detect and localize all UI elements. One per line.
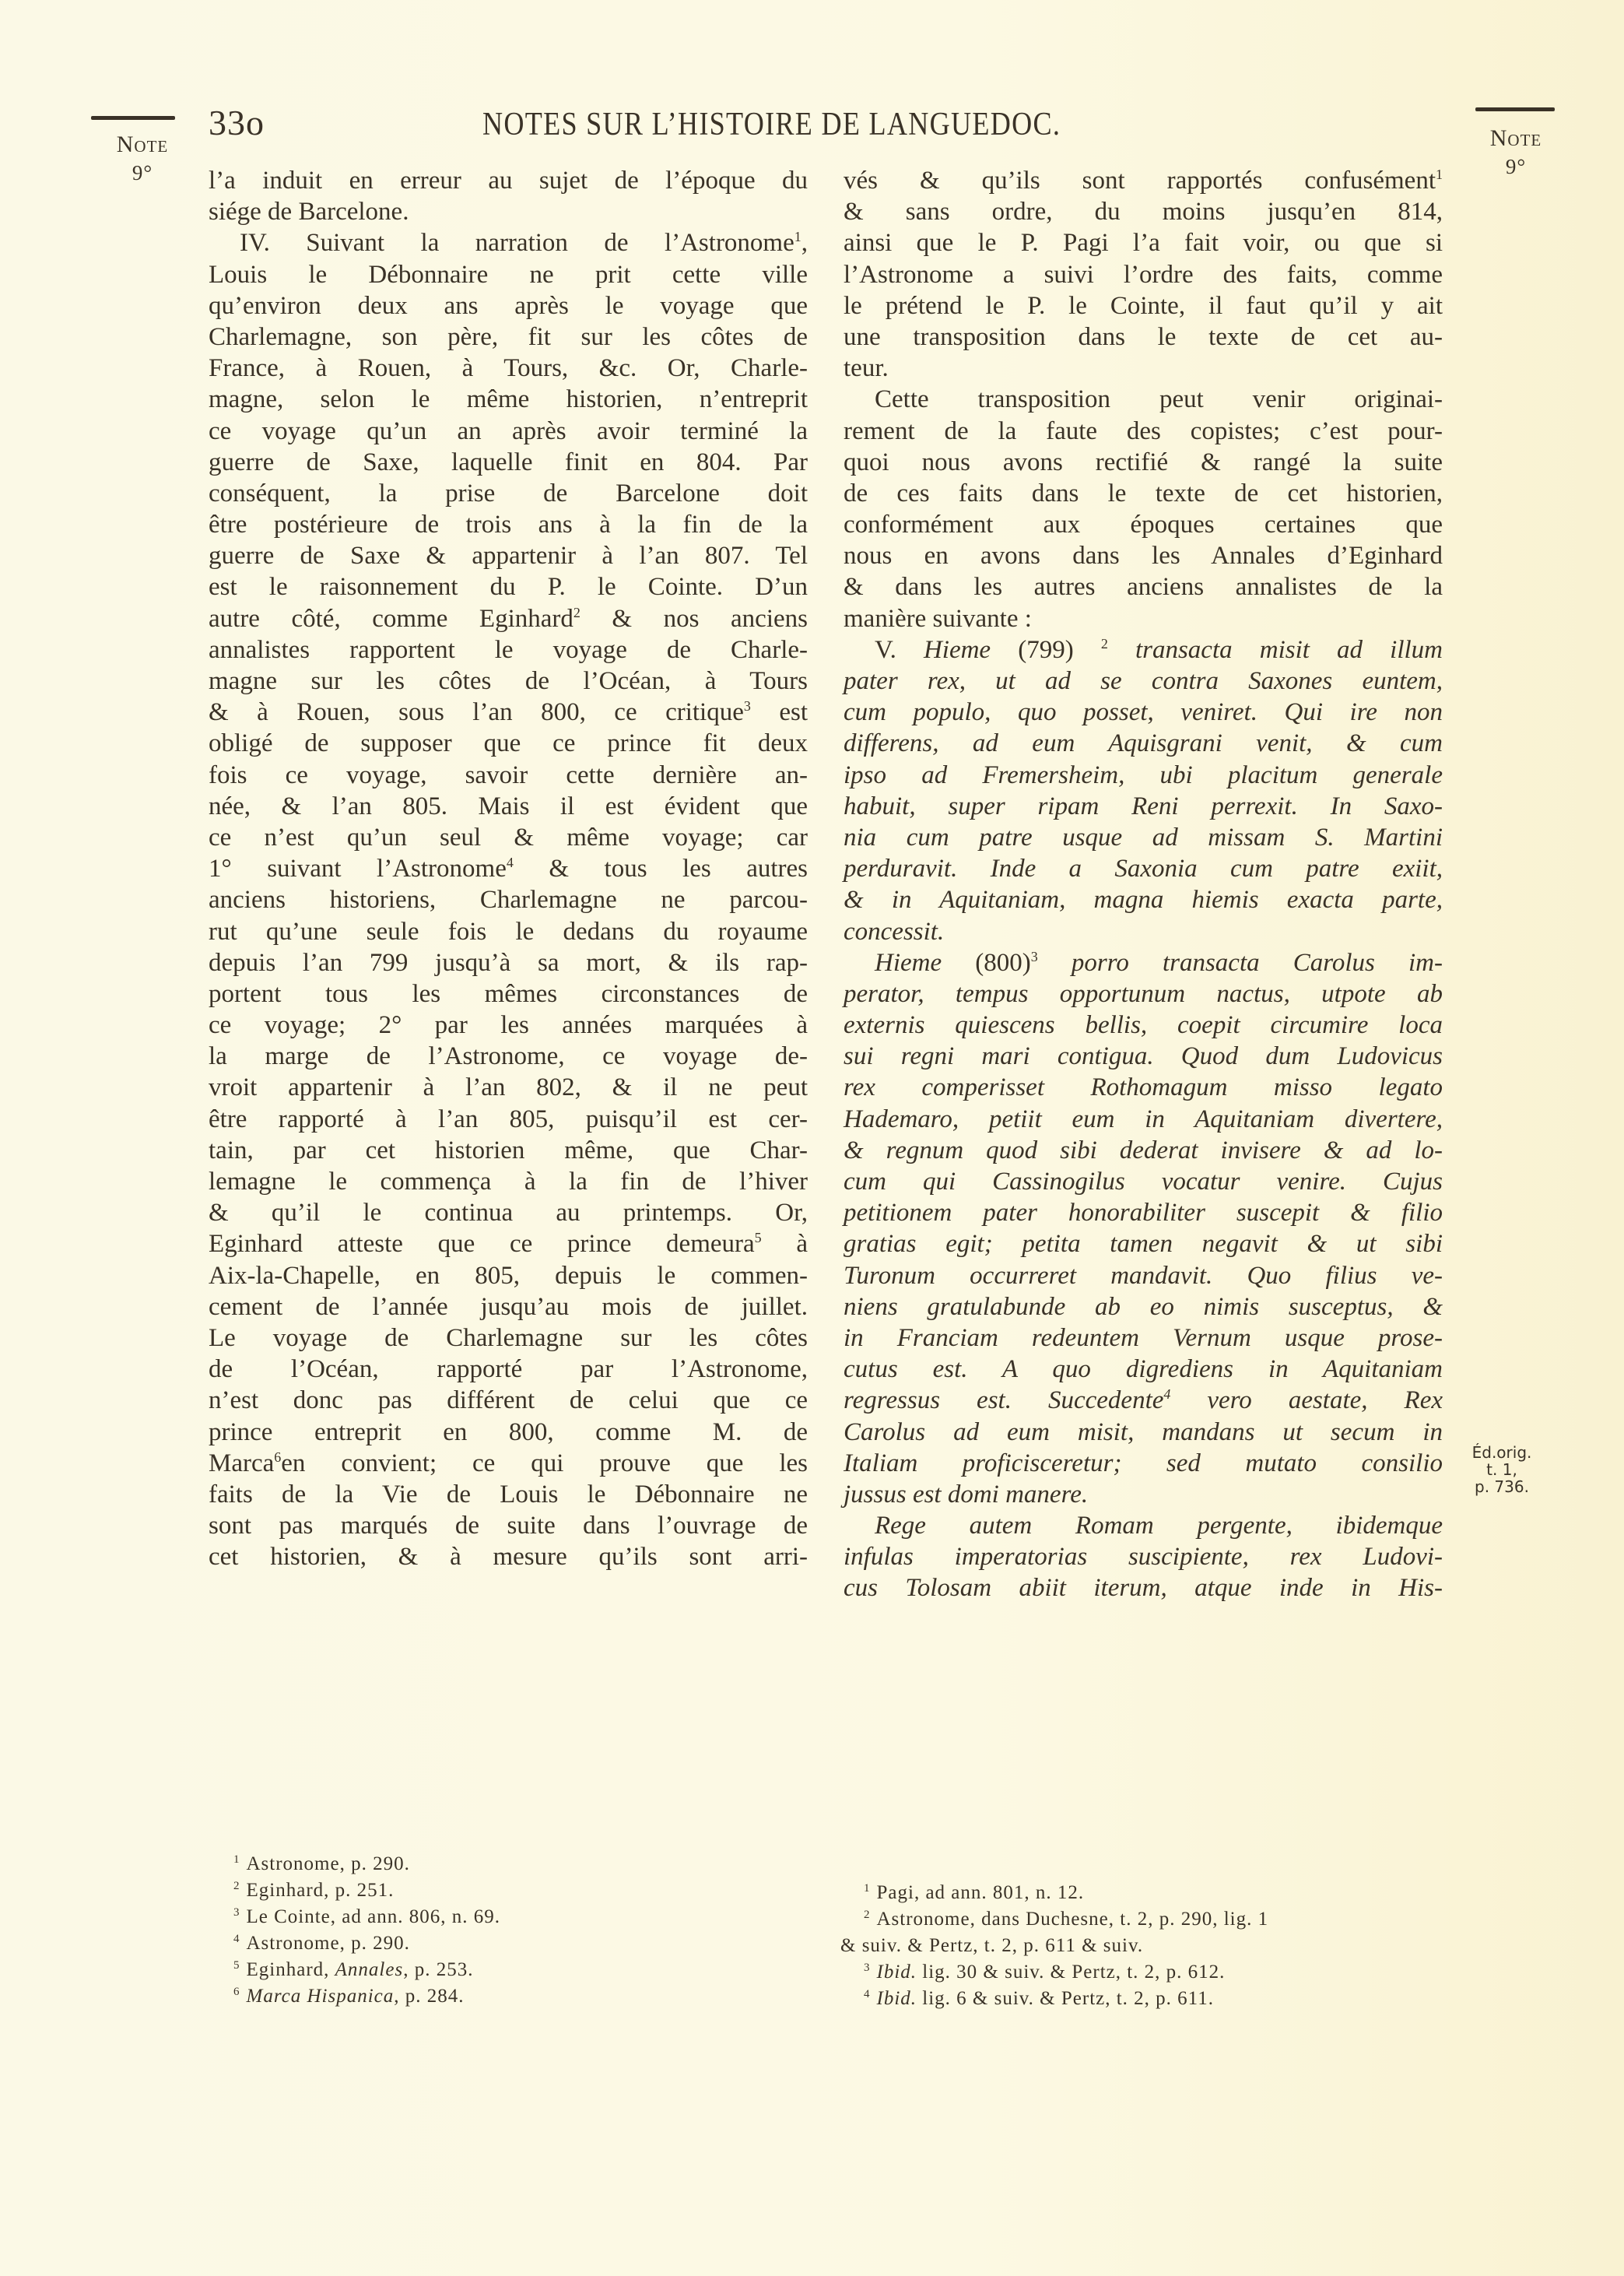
- footnote-ref[interactable]: 1: [1436, 167, 1443, 182]
- text-line: nous en avons dans les Annales d’Eginhard: [844, 542, 1443, 571]
- footnote: $^1$ Astronome, p. 290.: [233, 1853, 410, 1874]
- footnote-ref[interactable]: 1: [794, 229, 801, 245]
- latin-line: sui regni mari contigua. Quod dum Ludovicus: [844, 1042, 1443, 1071]
- note-label: Note: [116, 132, 169, 157]
- text-line: portent tous les mêmes circonstances de: [209, 979, 808, 1008]
- footnote: $^1$ Pagi, ad ann. 801, n. 12.: [864, 1882, 1085, 1903]
- running-head: NOTES SUR L’HISTOIRE DE LANGUEDOC.: [482, 107, 1061, 142]
- text-line: cet historien, & à mesure qu’ils sont arri-: [209, 1543, 808, 1572]
- header-rule-left: [91, 116, 175, 120]
- text-line: de l’Océan, rapporté par l’Astronome,: [209, 1355, 808, 1384]
- latin-line: Rege autem Romam pergente, ibidemque: [875, 1512, 1443, 1540]
- text-line: guerre de Saxe, laquelle finit en 804. Par: [209, 448, 808, 476]
- text-line: de ces faits dans le texte de cet historien,: [844, 479, 1443, 508]
- text-line: lemagne le commença à la fin de l’hiver: [209, 1168, 808, 1196]
- text-line: depuis l’an 799 jusqu’à sa mort, & ils rap-: [209, 948, 808, 977]
- text-line: la marge de l’Astronome, ce voyage de-: [209, 1042, 808, 1071]
- text-line: l’Astronome a suivi l’ordre des faits, comme: [844, 260, 1443, 289]
- text-line: teur.: [844, 354, 889, 383]
- footnote-ref[interactable]: 3: [743, 698, 751, 715]
- text-line: magne sur les côtes de l’Océan, à Tours: [209, 667, 808, 695]
- footnote: $^5$ Eginhard, Annales, p. 253.: [233, 1959, 474, 1980]
- latin-line: habuit, super ripam Reni perrexit. In Saxo-: [844, 792, 1443, 820]
- text-line: ce voyage; 2° par les années marquées à: [209, 1011, 808, 1040]
- latin-line: Turonum occurreret mandavit. Quo filius ve-: [844, 1261, 1443, 1290]
- note-label: Note: [1489, 125, 1542, 151]
- latin-line: cum qui Cassinogilus vocatur venire. Cujus: [844, 1168, 1443, 1196]
- latin-line: concessit.: [844, 917, 945, 946]
- latin-line: Carolus ad eum misit, mandans ut secum in: [844, 1417, 1443, 1446]
- text-line: & à Rouen, sous l’an 800, ce critique$^3$ est: [209, 698, 808, 727]
- text-line: anciens historiens, Charlemagne ne parcou-: [209, 886, 808, 915]
- text-line: Marca$^6$en convient; ce qui prouve que les: [209, 1449, 808, 1477]
- footnote-ref[interactable]: 6: [274, 1449, 282, 1465]
- header-rule-right: [1475, 107, 1555, 111]
- footnote-ref[interactable]: 3: [1030, 948, 1038, 964]
- text-line: rut qu’une seule fois le dedans du royaume: [209, 917, 808, 946]
- text-line: l’a induit en erreur au sujet de l’époque du: [209, 167, 808, 195]
- footnote-ref[interactable]: 2: [1100, 635, 1108, 652]
- original-edition-note: [1459, 1444, 1545, 1495]
- text-line: Cette transposition peut venir originai-: [875, 385, 1443, 414]
- footnotes-right: [840, 1880, 1455, 2012]
- text-line: conformément aux époques certaines que: [844, 511, 1443, 539]
- text-line: ce voyage qu’un an après avoir terminé la: [209, 416, 808, 445]
- text-line: Aix-la-Chapelle, en 805, depuis le commen-: [209, 1261, 808, 1290]
- latin-line: rex comperisset Rothomagum misso legato: [844, 1073, 1443, 1102]
- text-line: Charlemagne, son père, fit sur les côtes de: [209, 322, 808, 351]
- text-line: Louis le Débonnaire ne prit cette ville: [209, 260, 808, 289]
- text-line: vés & qu’ils sont rapportés confusément$^1$: [844, 167, 1443, 195]
- footnote-ref[interactable]: 4: [1163, 1386, 1171, 1403]
- text-line: fois ce voyage, savoir cette dernière an-: [209, 760, 808, 789]
- latin-line: cus Tolosam abiit iterum, atque inde in His-: [844, 1574, 1443, 1603]
- latin-line: externis quiescens bellis, coepit circumire loca: [844, 1011, 1443, 1040]
- edition-label: Éd.orig.: [1471, 1443, 1532, 1462]
- text-line: magne, selon le même historien, n’entreprit: [209, 385, 808, 414]
- text-line: manière suivante :: [844, 604, 1032, 633]
- page-number: 33o: [209, 103, 265, 142]
- footnote: $^6$ Marca Hispanica, p. 284.: [233, 1986, 465, 2007]
- note-number: 9°: [132, 161, 153, 184]
- latin-line: cum populo, quo posset, veniret. Qui ire non: [844, 698, 1443, 727]
- footnote-ref[interactable]: 5: [754, 1230, 762, 1246]
- latin-line: perduravit. Inde a Saxonia cum patre exiit,: [844, 855, 1443, 883]
- latin-line: niens gratulabunde ab eo nimis susceptus, &: [844, 1292, 1443, 1321]
- footnote-ref[interactable]: 2: [573, 604, 581, 620]
- text-line: & qu’il le continua au printemps. Or,: [209, 1199, 808, 1228]
- text-line: ainsi que le P. Pagi l’a fait voir, ou que si: [844, 229, 1443, 258]
- text-line: siége de Barcelone.: [209, 198, 409, 227]
- text-line: autre côté, comme Eginhard$^2$ & nos anciens: [209, 604, 808, 633]
- footnote: $^4$ Ibid. lig. 6 & suiv. & Pertz, t. 2, p. 611.: [864, 1988, 1215, 2009]
- text-line: n’est donc pas différent de celui que ce: [209, 1386, 808, 1415]
- text-line: prince entreprit en 800, comme M. de: [209, 1417, 808, 1446]
- latin-line: Hieme $(800)^3$ porro transacta Carolus im-: [875, 948, 1443, 977]
- text-line: obligé de supposer que ce prince fit deux: [209, 729, 808, 758]
- text-line: 1° suivant l’Astronome$^4$ & tous les autres: [209, 855, 808, 883]
- footnote-continuation: & suiv. & Pertz, t. 2, p. 611 & suiv.: [840, 1935, 1144, 1956]
- text-line: France, à Rouen, à Tours, &c. Or, Charle-: [209, 354, 808, 383]
- text-line: & dans les autres anciens annalistes de la: [844, 573, 1443, 602]
- footnote: $^2$ Astronome, dans Duchesne, t. 2, p. 290, lig. 1: [864, 1909, 1269, 1930]
- text-line: ce n’est qu’un seul & même voyage; car: [209, 823, 808, 852]
- margin-note-left: [107, 131, 177, 187]
- text-line: est le raisonnement du P. le Cointe. D’un: [209, 573, 808, 602]
- text-line: conséquent, la prise de Barcelone doit: [209, 479, 808, 508]
- right-column: [844, 165, 1443, 1604]
- latin-line: jussus est domi manere.: [844, 1480, 1089, 1509]
- latin-line: pater rex, ut ad se contra Saxones euntem,: [844, 667, 1443, 695]
- text-line: une transposition dans le texte de cet au-: [844, 322, 1443, 351]
- latin-line: ipso ad Fremersheim, ubi placitum generale: [844, 760, 1443, 789]
- footnote: $^3$ Ibid. lig. 30 & suiv. & Pertz, t. 2, p. 612.: [864, 1962, 1226, 1983]
- latin-line: nia cum patre usque ad missam S. Martini: [844, 823, 1443, 852]
- text-line: sont pas marqués de suite dans l’ouvrage de: [209, 1512, 808, 1540]
- text-line: IV. Suivant la narration de l’Astronome$^1$,: [240, 229, 808, 258]
- latin-line: regressus est. Succedente$^4$ vero aestate, Rex: [844, 1386, 1443, 1415]
- text-line: cement de l’année jusqu’au mois de juillet.: [209, 1292, 808, 1321]
- text-line: rement de la faute des copistes; c’est pour-: [844, 416, 1443, 445]
- latin-line: & in Aquitaniam, magna hiemis exacta parte,: [844, 886, 1443, 915]
- text-line: être postérieure de trois ans à la fin de la: [209, 511, 808, 539]
- margin-note-right: [1478, 125, 1553, 181]
- text-line: annalistes rapportent le voyage de Charle-: [209, 635, 808, 664]
- text-line: née, & l’an 805. Mais il est évident que: [209, 792, 808, 820]
- latin-line: infulas imperatorias suscipiente, rex Ludovi-: [844, 1543, 1443, 1572]
- footnote: $^3$ Le Cointe, ad ann. 806, n. 69.: [233, 1906, 500, 1927]
- latin-line: & regnum quod sibi dederat invisere & ad lo-: [844, 1136, 1443, 1164]
- latin-line: petitionem pater honorabiliter suscepit & filio: [844, 1199, 1443, 1228]
- latin-line: Hademaro, petiit eum in Aquitaniam divertere,: [844, 1105, 1443, 1133]
- footnote: $^2$ Eginhard, p. 251.: [233, 1880, 395, 1901]
- text-line: vroit appartenir à l’an 802, & il ne peut: [209, 1073, 808, 1102]
- edition-page: p. 736.: [1475, 1477, 1529, 1496]
- text-line: être rapporté à l’an 805, puisqu’il est cer-: [209, 1105, 808, 1133]
- footnote-ref[interactable]: 4: [506, 855, 514, 871]
- latin-line: differens, ad eum Aquisgrani venit, & cum: [844, 729, 1443, 758]
- text-line: Le voyage de Charlemagne sur les côtes: [209, 1323, 808, 1352]
- latin-line: cutus est. A quo digrediens in Aquitaniam: [844, 1355, 1443, 1384]
- latin-line: Italiam proficisceretur; sed mutato consilio: [844, 1449, 1443, 1477]
- text-line: quoi nous avons rectifié & rangé la suite: [844, 448, 1443, 476]
- latin-line: gratias egit; petita tamen negavit & ut sibi: [844, 1230, 1443, 1259]
- latin-line: perator, tempus opportunum nactus, utpote ab: [844, 979, 1443, 1008]
- text-line: le prétend le P. le Cointe, il faut qu’il y ait: [844, 291, 1443, 320]
- text-line: & sans ordre, du moins jusqu’en 814,: [844, 198, 1443, 227]
- footnotes-left: [233, 1851, 700, 2010]
- latin-line: V. Hieme (799) $^2$ transacta misit ad illum: [875, 635, 1443, 664]
- edition-volume: t. 1,: [1486, 1460, 1517, 1479]
- latin-line: in Franciam redeuntem Vernum usque prose-: [844, 1323, 1443, 1352]
- text-line: qu’environ deux ans après le voyage que: [209, 291, 808, 320]
- text-line: Eginhard atteste que ce prince demeura$^5$ à: [209, 1230, 808, 1259]
- text-line: guerre de Saxe & appartenir à l’an 807. Tel: [209, 542, 808, 571]
- text-line: faits de la Vie de Louis le Débonnaire ne: [209, 1480, 808, 1509]
- footnote: $^4$ Astronome, p. 290.: [233, 1933, 410, 1954]
- left-column: [209, 165, 808, 1572]
- note-number: 9°: [1505, 155, 1527, 178]
- text-line: tain, par cet historien même, que Char-: [209, 1136, 808, 1164]
